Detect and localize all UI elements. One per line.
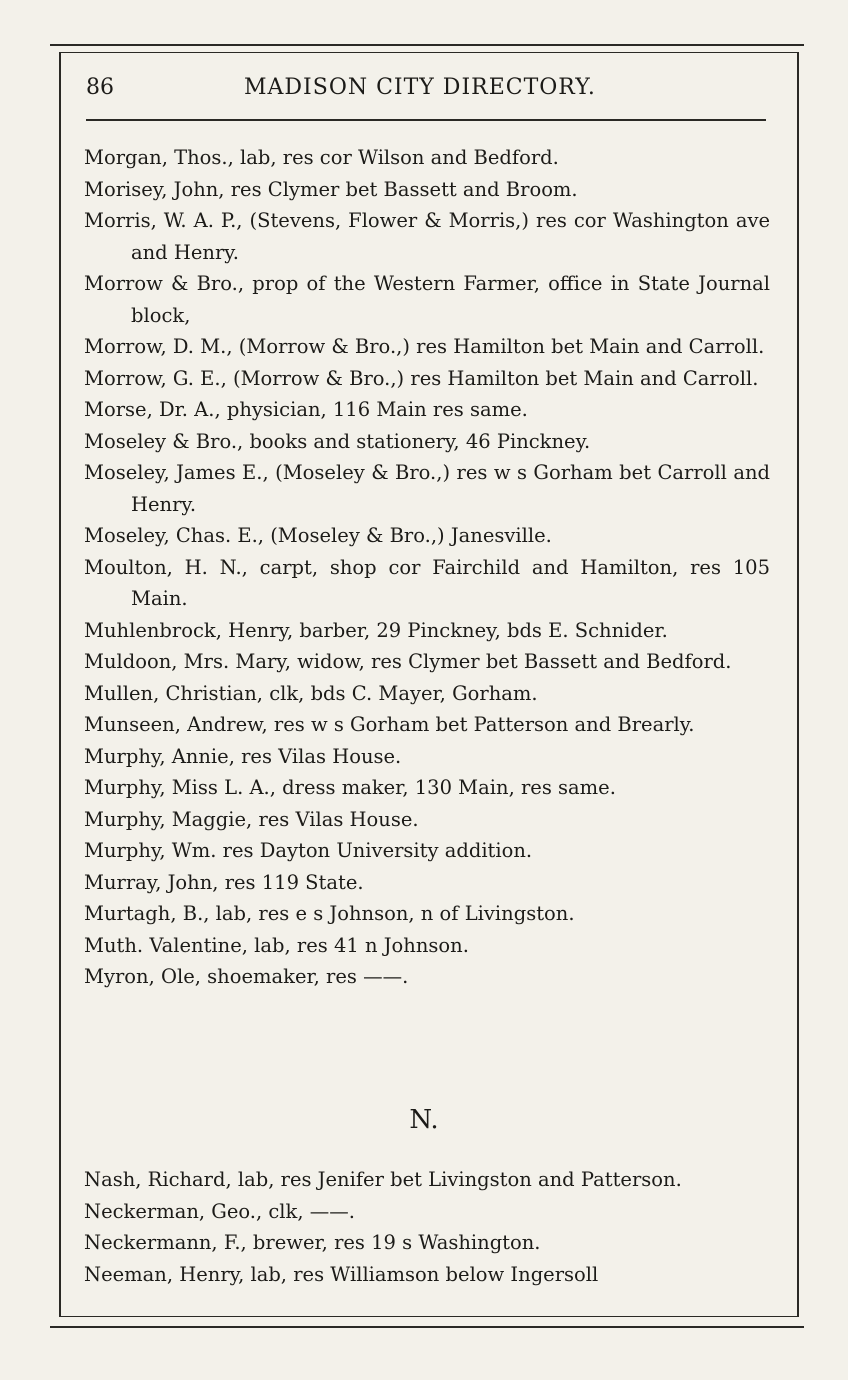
directory-entry: Morrow, G. E., (Morrow & Bro.,) res Hamilton bet Main and Carroll. bbox=[84, 366, 759, 390]
page-header bbox=[86, 75, 766, 105]
directory-entry: Myron, Ole, shoemaker, res ——. bbox=[84, 965, 409, 988]
directory-entry: Moseley, Chas. E., (Moseley & Bro.,) Janesville. bbox=[84, 524, 552, 547]
directory-entry: Murphy, Wm. res Dayton University addition. bbox=[84, 839, 533, 862]
directory-entry: Murray, John, res 119 State. bbox=[84, 870, 364, 894]
directory-entry: Moulton, H. N., carpt, shop cor Fairchild and Hamilton, res 105 Main. bbox=[84, 555, 770, 610]
directory-entry: Munseen, Andrew, res w s Gorham bet Patterson and Brearly. bbox=[84, 713, 695, 736]
directory-entry: Muldoon, Mrs. Mary, widow, res Clymer bet Bassett and Bedford. bbox=[84, 650, 732, 673]
directory-entry: Murphy, Annie, res Vilas House. bbox=[84, 744, 402, 768]
directory-entry: Neeman, Henry, lab, res Williamson below Ingersoll bbox=[84, 1262, 599, 1286]
outer-top-rule bbox=[50, 44, 804, 46]
directory-entry: Morse, Dr. A., physician, 116 Main res same. bbox=[84, 398, 528, 421]
directory-entry: Morisey, John, res Clymer bet Bassett and Broom. bbox=[84, 177, 578, 201]
directory-entries-m bbox=[84, 142, 770, 993]
running-title: MADISON CITY DIRECTORY. bbox=[244, 75, 596, 100]
directory-entry: Moseley & Bro., books and stationery, 46 Pinckney. bbox=[84, 429, 591, 453]
directory-entry: Murtagh, B., lab, res e s Johnson, n of Livingston. bbox=[84, 902, 575, 925]
directory-entry: Morrow, D. M., (Morrow & Bro.,) res Hamilton bet Main and Carroll. bbox=[84, 335, 765, 358]
directory-entry: Morgan, Thos., lab, res cor Wilson and Bedford. bbox=[84, 146, 559, 169]
directory-entry: Morris, W. A. P., (Stevens, Flower & Morris,) res cor Washington ave and Henry. bbox=[84, 209, 770, 264]
directory-entry: Morrow & Bro., prop of the Western Farmer, office in State Journal block, bbox=[84, 272, 770, 327]
directory-entry: Murphy, Miss L. A., dress maker, 130 Main, res same. bbox=[84, 776, 616, 799]
directory-entry: Nash, Richard, lab, res Jenifer bet Livingston and Patterson. bbox=[84, 1168, 682, 1191]
directory-entries-n bbox=[84, 1164, 770, 1290]
outer-bottom-rule bbox=[50, 1326, 804, 1328]
directory-entry: Murphy, Maggie, res Vilas House. bbox=[84, 807, 419, 831]
directory-entry: Mullen, Christian, clk, bds C. Mayer, Gorham. bbox=[84, 681, 538, 705]
page-number: 86 bbox=[86, 75, 114, 100]
section-heading: N. bbox=[409, 1105, 439, 1135]
directory-entry: Neckerman, Geo., clk, ——. bbox=[84, 1199, 355, 1223]
directory-entry: Muth. Valentine, lab, res 41 n Johnson. bbox=[84, 933, 469, 957]
directory-entry: Neckermann, F., brewer, res 19 s Washington. bbox=[84, 1231, 541, 1254]
directory-entry: Moseley, James E., (Moseley & Bro.,) res w s Gorham bet Carroll and Henry. bbox=[84, 461, 770, 516]
header-rule bbox=[86, 119, 766, 121]
directory-entry: Muhlenbrock, Henry, barber, 29 Pinckney, bds E. Schnider. bbox=[84, 618, 668, 642]
